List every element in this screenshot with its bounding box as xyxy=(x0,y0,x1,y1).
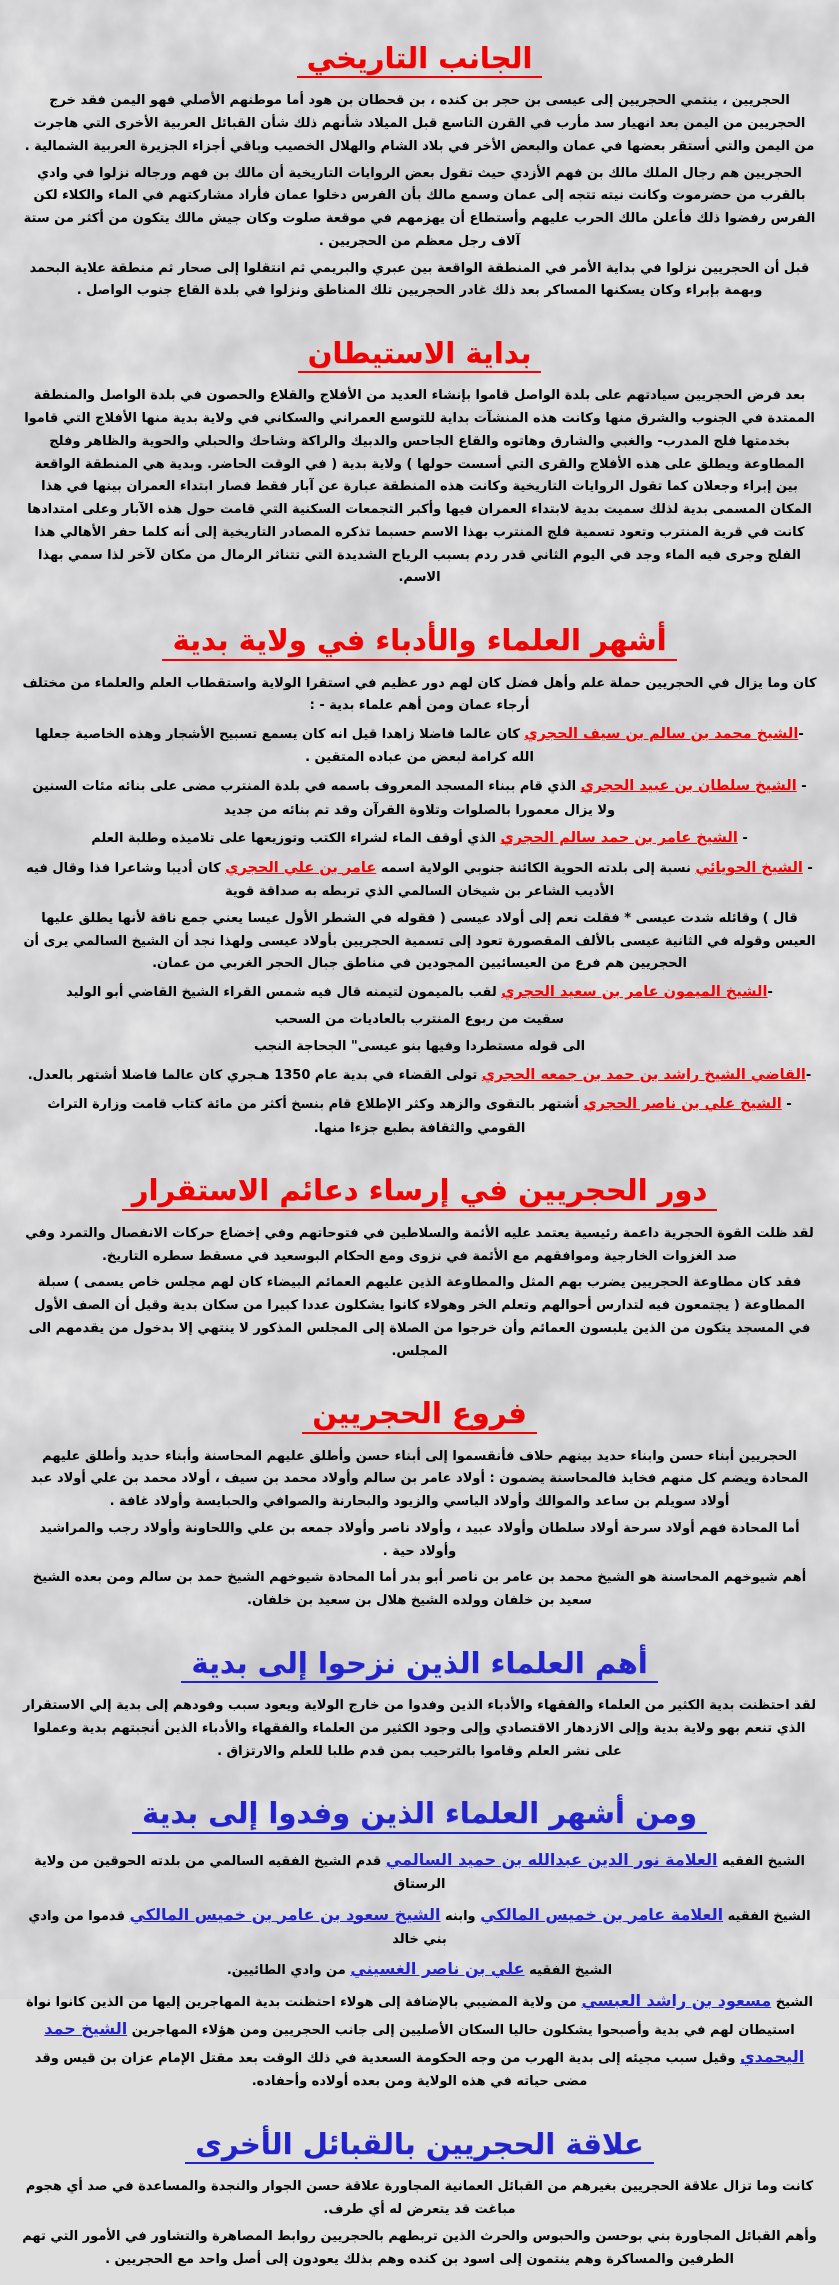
body-text: الشيخ الفقيه xyxy=(524,1963,613,1979)
paragraph xyxy=(22,1901,817,1952)
section-gap xyxy=(0,1367,839,1377)
body-text: أشتهر بالتقوى والزهد وكثر الإطلاع قام بنسخ أكثر من مائة كتاب قامت وزارة التراث القومي والثقافة بطبع جزءا منها. xyxy=(47,1097,584,1136)
body-text: الشيخ الفقيه xyxy=(717,1853,806,1869)
body-text: - xyxy=(798,727,804,743)
section-heading-famous-scholars-bidiyah xyxy=(0,624,839,660)
scholar-name-red: القاضي الشيخ راشد بن حمد بن جمعه الحجري xyxy=(481,1066,806,1083)
scholar-name-blue: الشيخ حمد اليحمدي xyxy=(44,2019,805,2067)
paragraph xyxy=(22,1695,817,1763)
body-text: - xyxy=(796,779,807,795)
section-heading-text: دور الحجريين في إرساء دعائم الاستقرار xyxy=(122,1174,717,1210)
paragraph xyxy=(22,2226,817,2272)
section-heading-text: أهم العلماء الذين نزحوا إلى بدية xyxy=(181,1647,657,1683)
section-heading-branches xyxy=(0,1397,839,1433)
body-text: قال ) وقائله شدت عيسى * فقلت نعم إلى أولاد عيسى ( فقوله في الشطر الأول عيسا يعني جمع ناقة لأنها يطلق عليها العيس وقوله في الثانية عيسى بالألف المقصورة تعود إلى تسمية الحجريين بأولاد عيسى ولهذا نجد أن الشيخ السالمي يرى أن الحجريين هم فرع من العيسائيين المجودين في مناطق جبال الحجر الغربي من عمان. xyxy=(23,910,816,972)
section-gap xyxy=(0,1144,839,1154)
paragraph xyxy=(22,722,817,770)
scholar-name-red: الشيخ محمد بن سالم بن سيف الحجري xyxy=(524,726,799,743)
body-text: أما المحادة فهم أولاد سرحة أولاد سلطان وأولاد عبيد ، وأولاد ناصر وأولاد جمعه بن علي واللحاونة وأولاد رجب والمراشيد وأولاد حية . xyxy=(39,1520,800,1559)
section-heading-text: فروع الحجريين xyxy=(302,1397,536,1433)
section-heading-text: أشهر العلماء والأدباء في ولاية بدية xyxy=(162,624,676,660)
section-heading-text: الجانب التاريخي xyxy=(297,42,543,78)
body-text: كان وما يزال في الحجريين حملة علم وأهل فضل كان لهم دور عظيم في استقرا الولاية واستقطاب العلم والعلماء من مختلف أرجاء عمان ومن أهم علماء بدية - : xyxy=(22,675,817,714)
body-text: كانت وما تزال علاقة الحجريين بغيرهم من القبائل العمانية المجاورة علاقة حسن الجوار والنجدة والمساعدة في صد أي هجوم مباغت قد يتعرض له أي طرف. xyxy=(25,2179,814,2218)
body-text: تولى القضاء في بدية عام 1350 هـجري كان عالما فاضلا أشتهر بالعدل. xyxy=(27,1067,482,1083)
paragraph xyxy=(22,1846,817,1897)
paragraph xyxy=(22,385,817,590)
paragraph xyxy=(22,1955,817,1983)
paragraph xyxy=(22,1272,817,1363)
body-text: الذي قام ببناء المسجد المعروف باسمه في بلدة المنترب مضى على بنائه مئات السنين ولا يزال معمورا بالصلوات وتلاوة القرآن وقد تم بنائه من جديد xyxy=(32,779,616,818)
paragraph xyxy=(22,673,817,719)
body-text: الشيخ الفقيه xyxy=(723,1908,811,1924)
section-heading-relations-with-other-tribes xyxy=(0,2128,839,2164)
body-text: الحجريين ، ينتمي الحجريين إلى عيسى بن حجر بن كنده ، بن قحطان بن هود أما موطنهم الأصلي فهو اليمن فقد خرج الحجريين من اليمن بعد انهيار سد مأرب في القرن التاسع قبل الميلاد شأنهم ذلك شأن القبائل العربية الأخرى التي هاجرت من اليمن والتي أستقر بعضها في عمان والبعض الأخر في بلاد الشام والهلال الخصيب وباقي أجزاء الجزيرة العربية الشمالية . xyxy=(24,93,815,154)
paragraph xyxy=(22,2176,817,2222)
body-text: - xyxy=(767,985,773,1001)
scholar-name-red: الشيخ سلطان بن عبيد الحجري xyxy=(580,778,797,795)
paragraph xyxy=(22,774,817,822)
section-gap xyxy=(0,594,839,604)
paragraph xyxy=(22,90,817,158)
paragraph xyxy=(22,1446,817,1514)
scholar-name-blue: العلامة عامر بن خميس المالكي xyxy=(480,1904,724,1924)
paragraph xyxy=(22,1567,817,1613)
scholar-name-red: الشيخ عامر بن حمد سالم الحجري xyxy=(500,830,738,847)
paragraph xyxy=(22,1092,817,1140)
section-heading-role-in-stability xyxy=(0,1174,839,1210)
scholar-name-red: الشيخ الميمون عامر بن سعيد الحجري xyxy=(501,984,768,1001)
body-text: قدموا من وادي بني خالد xyxy=(28,1908,447,1947)
scholar-name-red: الشيخ علي بن ناصر الحجري xyxy=(583,1096,782,1113)
section-gap xyxy=(0,2098,839,2108)
paragraph xyxy=(22,163,817,254)
body-text: الحجريين أبناء حسن وابناء حديد بينهم حلاف فأنقسموا إلى أبناء حسن وأطلق عليهم المحاسنة وأبناء حديد وأطلق عليهم المحادة ويضم كل منهم فخايذ فالمحاسنة يضمون : أولاد عامر بن سالم وأولاد محمد بن سيف ، أولاد محمد بن علي أولاد عبد أولاد سويلم بن ساعد والموالك وأولاد الياسي والزيود والبحارنة والصوافي والحبايسة وأولاد غافة . xyxy=(30,1448,809,1510)
paragraph xyxy=(22,1063,817,1088)
body-text: من وادي الطائيين. xyxy=(226,1963,351,1979)
body-text: كان عالما فاضلا زاهدا قيل انه كان يسمع تسبيح الأشجار وهذه الخاصية جعلها الله كرامة لبعض من عباده المتقين . xyxy=(35,727,534,766)
paragraph xyxy=(22,980,817,1005)
body-text: سقيت من ربوع المنترب بالعاديات من السحب xyxy=(274,1012,565,1028)
paragraph xyxy=(22,1036,817,1059)
body-text: لقد احتظنت بدية الكثير من العلماء والفقهاء والأدباء الذين وفدوا من خارج الولاية ويعود سبب وفودهم إلى بدية إلي الاستقرار الذي تنعم بهو ولاية بدية وإلى الازدهار الاقتصادي وإلى وجود الكثير من العلماء والفقهاء والأدباء الذين أنجبتهم بدية وعملوا على نشر العلم وقاموا بالترحيب بمن قدم طلبا للعلم والارتزاق . xyxy=(22,1698,817,1759)
body-text: كان أديبا وشاعرا فذا وقال فيه الأديب الشاعر بن شيخان السالمي الذي تربطه به صداقة قوية xyxy=(26,860,615,900)
body-text: فقد كان مطاوعة الحجريين يضرب بهم المثل والمطاوعة الذين عليهم العمائم البيضاء كان لهم مجلس خاص يسمى ) سبلة المطاوعة ( يجتمعون فيه لتدارس أحوالهم وتعلم الخر وهولاء كانوا يشكلون عددا كبيرا من سكان بدية وقيل أن الصف الأول في المسجد يتكون من الذين يلبسون العمائم وأن خرجوا من الصلاة إلى المجلس المذكور لا ينتهي إلا بدخول من يقدمهم الى المجلس. xyxy=(28,1275,811,1359)
section-heading-text: علاقة الحجريين بالقبائل الأخرى xyxy=(185,2128,653,2164)
scholar-name-blue: علي بن ناصر الغسيني xyxy=(350,1959,525,1979)
body-text: نسبة إلى بلدته الحوية الكائنة جنوبي الولاية اسمه xyxy=(376,860,696,876)
body-text: الشيخ xyxy=(771,1995,814,2011)
scholar-name-blue: العلامة نور الدين عبدالله بن حميد السالمي xyxy=(385,1849,718,1869)
body-text: بعد فرض الحجريين سيادتهم على بلدة الواصل قاموا بإنشاء العديد من الأفلاج والقلاع والحصون في بلدة الواصل والمنطقة الممتدة في الجنوب والشرق منها وكانت هذه المنشآت بداية للتوسع العمراني والسكاني في ولاية بدية منها الأفلاج التي قاموا بخدمتها فلج المدرب- والغبي والشارق وهاتوه والقاع الجاحس والدبيك والراكة وشاحك والحبلي والحوية والظاهر وفلج المطاوعة ويطلق على هذه الأفلاج والقرى التي أسست حولها ) ولاية بدية ( في الوقت الحاضر. وبدية هي المنطقة الواقعة بين إبراء وجعلان كما تقول الروايات التاريخية وكانت هذه المنطقة عبارة عن آبار فقط فصار ابتداء العمران بينها في هذا المكان المسمى بدية لذلك سميت بدية لابتداء العمران فيها وأكبر التجمعات السكنية التي قامت حول هذه الآبار وعلى امتدادها كانت في قرية المنترب وتعود تسمية فلج المنترب بهذا الاسم حسبما تذكره المصادر التاريخية إلى أنه كلما حفر الأهالي هذا الفلج وجرى فيه الماء وجد في اليوم الثاني قدر ردم بسبب الرياح الشديدة التي تتناثر الرمال من مكان لآخر لذا سمي بهذا الاسم. xyxy=(24,388,815,586)
paragraph xyxy=(22,908,817,976)
paragraph xyxy=(22,258,817,304)
section-heading-famous-visiting-scholars xyxy=(0,1797,839,1833)
body-text: قبل أن الحجريين نزلوا في بداية الأمر في المنطقة الواقعة بين عبري والبريمي ثم انتقلوا إلى صحار ثم منطقة علاية البحمد وبهمة بإبراء وكان يسكنها المساكر بعد ذلك غادر الحجريين تلك المناطق ونزلوا في بلدة القاع جنوب الواصل . xyxy=(29,260,810,299)
paragraph xyxy=(22,1223,817,1269)
paragraph xyxy=(22,1518,817,1564)
scholar-name-blue: مسعود بن راشد العبسي xyxy=(581,1991,772,2011)
section-gap xyxy=(0,1767,839,1777)
section-heading-historical-aspect xyxy=(0,42,839,78)
body-text: الى قوله مستطردا وفيها بنو عيسى" الجحاجة النجب xyxy=(253,1039,586,1055)
section-heading-text: بداية الاستيطان xyxy=(298,337,542,373)
body-text: أهم شيوخهم المحاسنة هو الشيخ محمد بن عامر بن ناصر أبو بدر أما المحادة شيوخهم الشيخ حمد بن سالم ومن بعده الشيخ سعيد بن خلفان وولده الشيخ هلال بن سعيد بن خلفان. xyxy=(32,1570,807,1609)
scholar-name-red: عامر بن علي الحجري xyxy=(225,859,377,876)
body-text: الحجريين هم رجال الملك مالك بن فهم الأزدي حيث تقول بعض الروايات التاريخية أن مالك بن فهم ورجاله نزلوا في وادي بالقرب من حضرموت وكانت نيته تتجه إلى عمان وسمع مالك بأن الفرس دخلوا عمان فأراد مشاركتهم في الماء والكلاء لكن الفرس رفضوا ذلك فأعلن مالك الحرب عليهم وأستطاع أن يهزمهم في موقعة صلوت وكان جيش مالك يتكون من أكثر من ستة آلاف رجل معظم من الحجريين . xyxy=(23,165,816,249)
paragraph xyxy=(22,826,817,851)
body-text: الذي أوقف الماء لشراء الكتب وتوزيعها على تلاميذه وطلبة العلم xyxy=(91,831,501,847)
body-text: لقب بالميمون لتيمنه قال فيه شمس القراء الشيخ القاضي أبو الوليد xyxy=(66,985,502,1001)
section-gap xyxy=(0,2275,839,2285)
body-text: وأهم القبائل المجاورة بني بوحسن والحبوس والحرث الذين تربطهم بالحجريين روابط المصاهرة والتشاور في الأمور التي تهم الطرفين والمساكرة وهم ينتمون إلى اسود بن كنده وهم بذلك يعودون إلى أصل واحد مع الحجريين . xyxy=(22,2228,817,2267)
paragraph xyxy=(22,1987,817,2094)
scholar-name-blue: الشيخ سعود بن عامر بن خميس المالكي xyxy=(129,1904,441,1924)
section-gap xyxy=(0,1617,839,1627)
body-text: قدم الشيخ الفقيه السالمي من بلدته الحوقين من ولاية الرستاق xyxy=(33,1853,446,1892)
body-text: - xyxy=(781,1097,792,1113)
paragraph xyxy=(22,1009,817,1032)
body-text: - xyxy=(805,1067,812,1083)
section-heading-scholars-migrated-to-bidiyah xyxy=(0,1647,839,1683)
body-text: - xyxy=(802,860,813,876)
body-text: وابنه xyxy=(440,1908,481,1924)
section-heading-settlement-beginning xyxy=(0,337,839,373)
body-text: - xyxy=(737,831,748,847)
scholar-name-red: الشيخ الحويائي xyxy=(695,859,803,876)
body-text: لقد ظلت القوة الحجرية داعمة رئيسية يعتمد عليه الأئمة والسلاطين في فتوحاتهم وفي إخضاع حركات الانفصال والتمرد وفي صد الغزوات الخارجية وموافقهم مع الأئمة في نزوى ومع الحكام البوسعيد في مسقط سطره التاريخ. xyxy=(25,1225,814,1264)
body-text: من ولاية المضيبي بالإضافة إلى هولاء احتظنت بدية المهاجرين إليها من الذين كانوا نواة استيطان لهم في بدية وأصبحوا يشكلون حاليا السكان الأصليين إلى جانب الحجريين ومن هؤلاء المهاجرين xyxy=(25,1995,795,2039)
section-gap xyxy=(0,307,839,317)
section-heading-text: ومن أشهر العلماء الذين وفدوا إلى بدية xyxy=(132,1797,707,1833)
paragraph xyxy=(22,856,817,904)
body-text: وقيل سبب مجيئه إلى بدية الهرب من وجه الحكومة السعدية في ذلك الوقت بعد مقتل الإمام عزان بن قيس وقد مضى حياته في هذه الولاية ومن بعده أولاده وأحفاده. xyxy=(34,2051,741,2090)
